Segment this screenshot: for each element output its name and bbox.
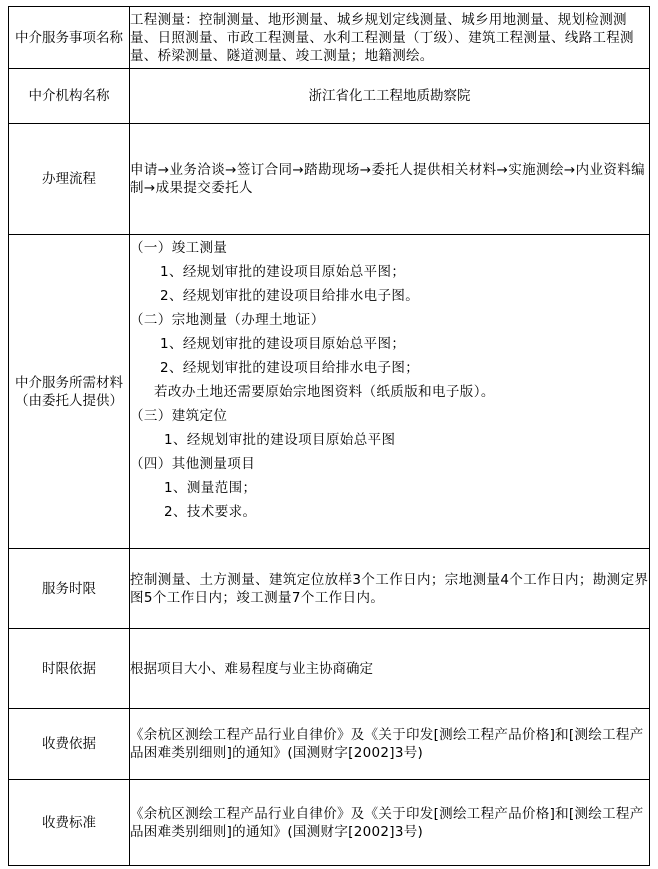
list-item: 1、经规划审批的建设项目原始总平图； <box>160 336 406 352</box>
service-name-value: 工程测量：控制测量、地形测量、城乡规划定线测量、城乡用地测量、规划检测测量、日照测量、市政工程测量、水利工程测量（丁级）、建筑工程测量、线路工程测量、桥梁测量、隧道测量、竣工测量；地籍测绘。 <box>130 7 650 69</box>
time-limit-value: 控制测量、土方测量、建筑定位放样3个工作日内；宗地测量4个工作日内；勘测定界图5个工作日内；竣工测量7个工作日内。 <box>130 549 650 629</box>
process-value: 申请→业务洽谈→签订合同→踏勘现场→委托人提供相关材料→实施测绘→内业资料编制→成果提交委托人 <box>130 124 650 235</box>
fee-standard-value: 《余杭区测绘工程产品行业自律价》及《关于印发[测绘工程产品价格]和[测绘工程产品困难类别细则]的通知》(国测财字[2002]3号) <box>130 780 650 866</box>
materials-list <box>130 236 649 524</box>
table-row-agency <box>9 69 650 124</box>
list-item: 1、经规划审批的建设项目原始总平图； <box>160 264 406 280</box>
fee-basis-value: 《余杭区测绘工程产品行业自律价》及《关于印发[测绘工程产品价格]和[测绘工程产品困难类别细则]的通知》(国测财字[2002]3号) <box>130 709 650 780</box>
list-item: （一）竣工测量 <box>130 240 228 256</box>
service-name-label: 中介服务事项名称 <box>9 7 130 69</box>
fee-standard-label: 收费标准 <box>9 780 130 866</box>
table-row-time-limit <box>9 549 650 629</box>
agency-label: 中介机构名称 <box>9 69 130 124</box>
list-item: 2、技术要求。 <box>164 504 257 520</box>
table-row-materials <box>9 235 650 549</box>
list-item: 2、经规划审批的建设项目给排水电子图； <box>160 360 420 376</box>
list-item: 2、经规划审批的建设项目给排水电子图。 <box>160 288 420 304</box>
list-item: 1、测量范围； <box>164 480 257 496</box>
table-row-fee-basis <box>9 709 650 780</box>
time-basis-value: 根据项目大小、难易程度与业主协商确定 <box>130 629 650 709</box>
agency-value: 浙江省化工工程地质勘察院 <box>130 69 650 124</box>
list-item: （二）宗地测量（办理土地证） <box>130 312 325 328</box>
list-item: 若改办土地还需要原始宗地图资料（纸质版和电子版）。 <box>154 384 495 400</box>
list-item: 1、经规划审批的建设项目原始总平图 <box>164 432 396 448</box>
list-item: （三）建筑定位 <box>130 408 228 424</box>
table-row-time-basis <box>9 629 650 709</box>
list-item: （四）其他测量项目 <box>130 456 256 472</box>
table-row-fee-standard <box>9 780 650 866</box>
materials-value <box>130 235 650 549</box>
service-info-table <box>8 6 650 866</box>
materials-label: 中介服务所需材料（由委托人提供） <box>9 235 130 549</box>
time-limit-label: 服务时限 <box>9 549 130 629</box>
time-basis-label: 时限依据 <box>9 629 130 709</box>
table-row-service-name <box>9 7 650 69</box>
fee-basis-label: 收费依据 <box>9 709 130 780</box>
table-row-process <box>9 124 650 235</box>
process-label: 办理流程 <box>9 124 130 235</box>
